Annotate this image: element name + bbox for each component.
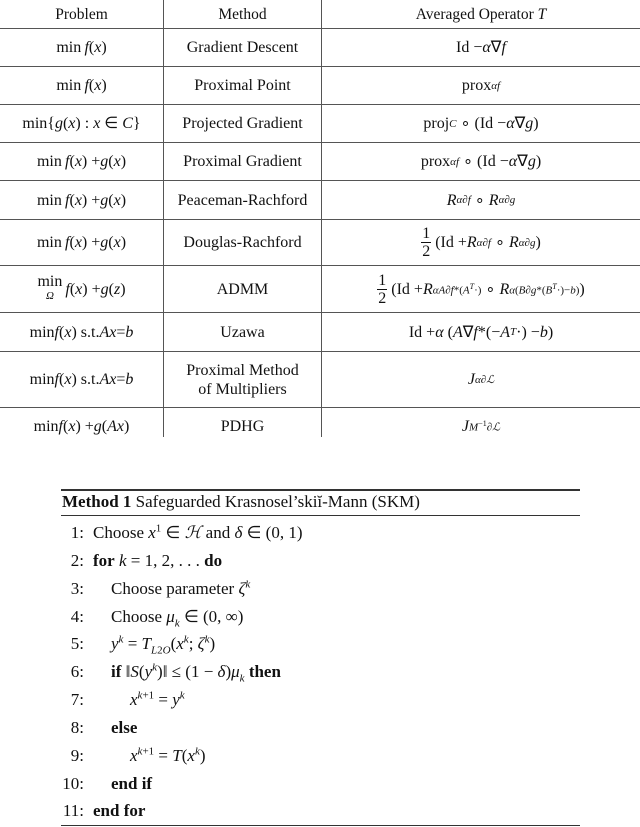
problem-cell: min{ g ( x ) : x ∈ C }	[22, 115, 141, 132]
line-number: 11:	[62, 801, 84, 820]
line-number: 4:	[70, 607, 84, 626]
operator-cell: J α∂ℒ	[467, 371, 495, 388]
header-problem: Problem	[55, 5, 108, 23]
method-cell: ADMM	[216, 280, 269, 298]
line-text: if $‖S(y^k)‖ \le (1 - \delta)\mu_k$ then	[111, 661, 281, 685]
line-text: Choose $\mu_k$ ∈ (0, ∞)	[111, 607, 244, 630]
line-number: 6:	[70, 662, 84, 681]
algorithm-label: Method 1	[62, 492, 132, 511]
line-number: 1:	[70, 523, 84, 542]
algorithm-line	[0, 632, 640, 656]
algorithm-line	[0, 688, 640, 712]
line-text: end if	[111, 774, 153, 793]
operator-cell: proj C ∘ (Id − α ∇ g )	[423, 115, 539, 132]
line-number: 5:	[70, 634, 84, 653]
line-number: 7:	[70, 690, 84, 709]
method-cell: Douglas-Rachford	[183, 234, 302, 251]
algorithm-line	[0, 605, 640, 629]
algorithm-line	[0, 772, 640, 796]
problem-cell: min Ω f ( x ) + g ( z )	[37, 273, 126, 302]
operator-cell: prox αf ∘ (Id − α ∇ g )	[420, 153, 542, 170]
problem-cell: min f ( x ) s.t. Ax = b	[29, 323, 134, 341]
algorithm-bottom-rule	[61, 825, 580, 826]
line-text: for k = 1, 2, . . . do	[93, 551, 223, 570]
method-cell: Uzawa	[220, 323, 265, 341]
method-cell	[164, 352, 321, 407]
line-text: $y^k = T_{L2O}(x^k$; $\zeta^k$)	[111, 633, 216, 657]
problem-cell: min f ( x ) + g ( x )	[36, 191, 127, 209]
problem-cell: min f ( x )	[56, 77, 107, 94]
algorithm-line	[0, 577, 640, 601]
method-cell: Proximal Point	[194, 77, 291, 94]
problem-cell: min f ( x ) + g ( Ax )	[33, 417, 130, 435]
line-text: else	[111, 718, 138, 737]
method-line: Proximal Method	[186, 361, 299, 379]
line-number: 8:	[70, 718, 84, 737]
algorithm-line	[0, 521, 640, 545]
method-line: of Multipliers	[198, 380, 287, 398]
algorithm-line	[0, 716, 640, 740]
algorithm-line	[0, 799, 640, 823]
algorithm-mid-rule	[61, 515, 580, 516]
method-cell: Gradient Descent	[186, 39, 299, 56]
algorithm-title: Safeguarded Krasnosel’skiĭ-Mann (SKM)	[135, 492, 420, 511]
problem-cell: min f ( x ) s.t. Ax = b	[29, 371, 134, 388]
line-number: 9:	[70, 746, 84, 765]
method-cell: Proximal Gradient	[183, 153, 302, 170]
line-text: $x^{k+1} = y^k$	[130, 689, 185, 709]
method-cell: PDHG	[220, 417, 265, 435]
algorithm-line	[0, 660, 640, 684]
line-text: $x^{k+1} = T(x^k)$	[130, 745, 206, 765]
problem-cell: min f ( x ) + g ( x )	[36, 234, 127, 251]
header-method: Method	[218, 5, 267, 23]
method-cell: Projected Gradient	[182, 115, 303, 132]
line-text: Choose parameter $\zeta^k$	[111, 578, 251, 598]
operator-cell: $\frac{1}{2}$ (Id + R α∂f ∘ R α∂g )	[422, 225, 541, 260]
header-operator: Averaged Operator T	[415, 5, 547, 23]
line-number: 2:	[70, 551, 84, 570]
algorithm-line	[0, 549, 640, 573]
line-number: 3:	[70, 579, 84, 598]
line-number: 10:	[62, 774, 84, 793]
algorithm-caption	[62, 491, 420, 513]
operator-cell: prox αf	[461, 77, 501, 94]
operator-cell: R α∂f ∘ R α∂g	[446, 191, 516, 209]
line-text: Choose $x^1$ ∈ ℋ and δ ∈ (0, 1)	[93, 522, 303, 542]
method-cell: Peaceman-Rachford	[177, 191, 308, 209]
operator-cell: Id − α ∇ f	[456, 39, 506, 56]
problem-cell: min f ( x )	[56, 39, 107, 56]
operator-cell: J $M^{-1}\partial ℒ$	[461, 417, 501, 435]
algorithm-line	[0, 744, 640, 768]
problem-cell: min f ( x ) + g ( x )	[36, 153, 127, 170]
operator-cell: Id + α ( A ∇ f *(− A T ·) − b )	[408, 323, 554, 341]
operator-cell: $\frac{1}{2}$ (Id + R $\alpha A\partial f*(A^T\cdot)$ ∘ R $\alpha(B\partial g*(B^T\cdot)-b)$ )	[378, 271, 585, 307]
line-text: end for	[93, 801, 146, 820]
